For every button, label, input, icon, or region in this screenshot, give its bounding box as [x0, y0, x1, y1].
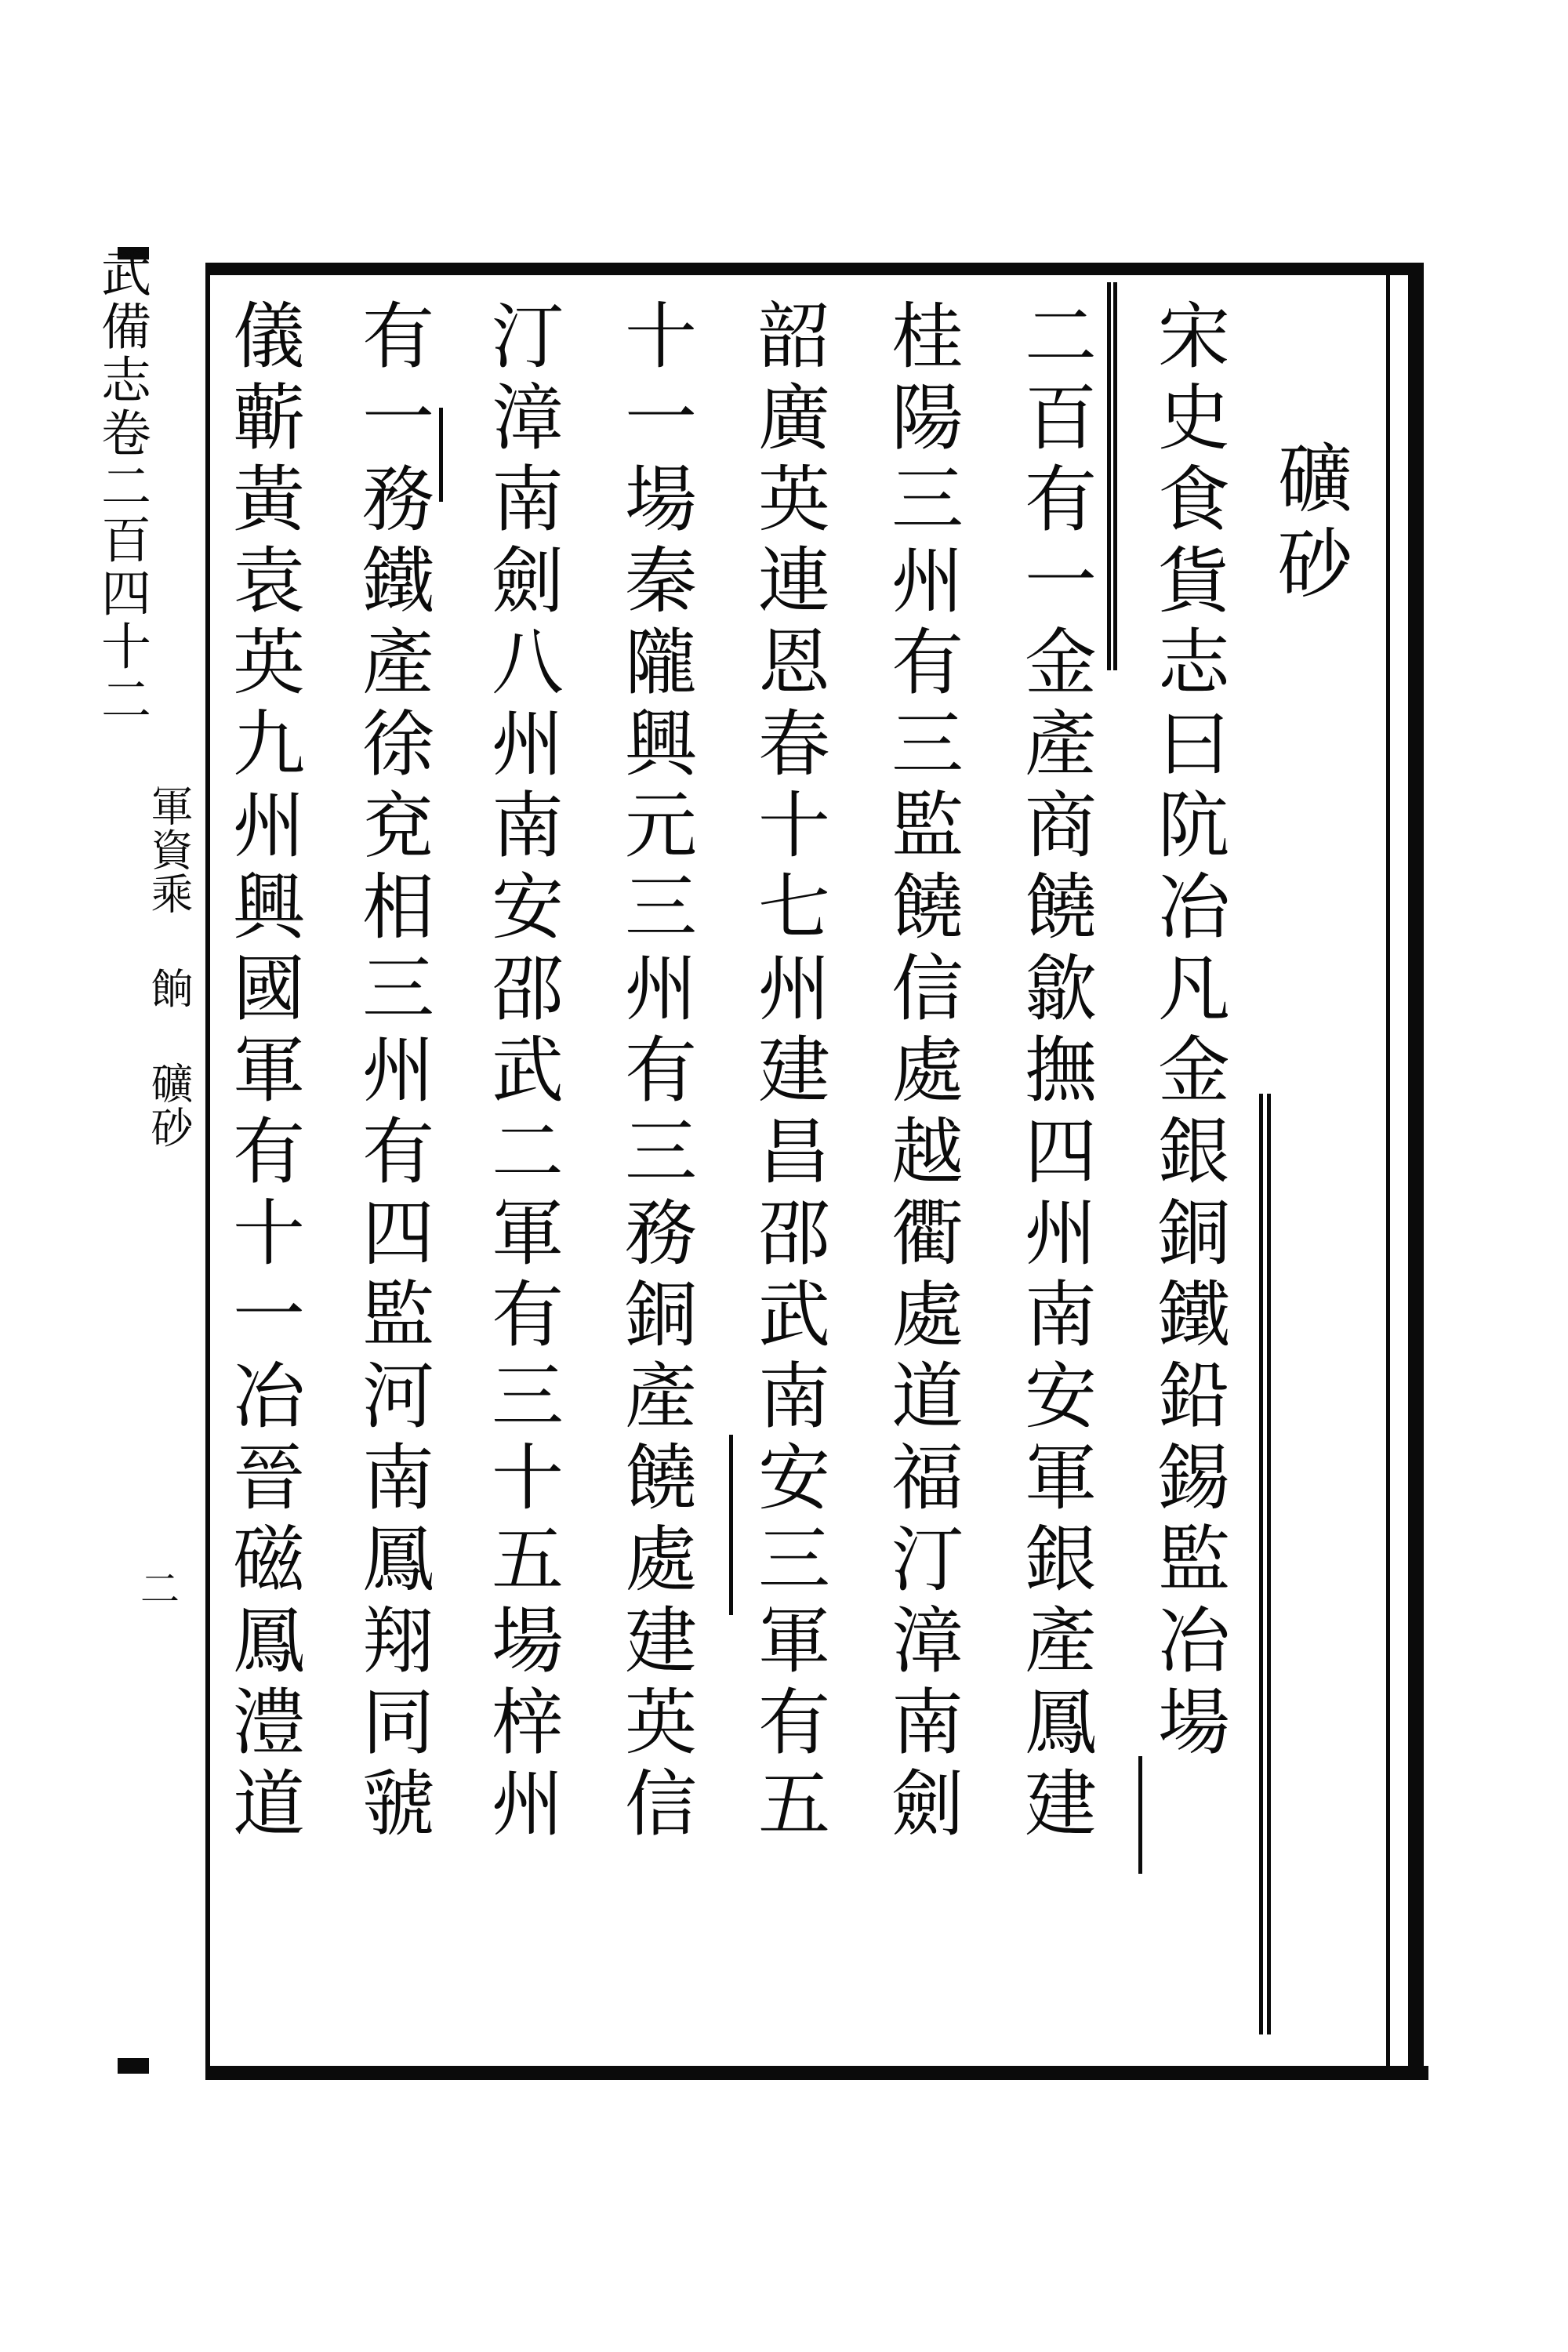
name-mark-rule: [1113, 282, 1117, 670]
text-column-4: 韶廣英連恩春十七州建昌邵武南安三軍有五: [746, 298, 830, 1847]
frame-right-inner-rule: [1386, 275, 1390, 2066]
text-column-2: 二百有一金產商饒歙撫四州南安軍銀產鳳建: [1013, 298, 1097, 1847]
text-column-5: 十一場秦隴興元三州有三務銅產饒處建英信: [613, 298, 697, 1847]
text-column-3: 桂陽三州有三監饒信處越衢處道福汀漳南劍: [880, 298, 964, 1847]
margin-book-title: 武備志卷二百四十二: [93, 247, 151, 727]
name-mark-rule: [1138, 1756, 1142, 1874]
margin-page-number: 二: [134, 1568, 180, 1607]
margin-section-title: 軍資乘 餉 礦砂: [144, 784, 194, 1149]
name-mark-rule: [729, 1435, 733, 1615]
text-column-6: 汀漳南劍八州南安邵武二軍有三十五場梓州: [480, 298, 564, 1847]
fishtail-mark-bottom: [118, 2058, 149, 2074]
text-column-8: 儀蘄黃袁英九州興國軍有十一冶晉磁鳳澧道: [221, 298, 305, 1847]
name-mark-rule: [439, 408, 443, 502]
name-mark-rule: [1259, 1094, 1263, 2034]
name-mark-rule: [1107, 282, 1111, 670]
name-mark-rule: [1267, 1094, 1271, 2034]
section-heading: 礦砂: [1265, 439, 1353, 608]
text-column-7: 有一務鐵產徐兗相三州有四監河南鳳翔同虢: [350, 298, 434, 1847]
frame-bottom-rule: [205, 2066, 1428, 2080]
frame-left-rule: [205, 263, 210, 2080]
text-column-1: 宋史食貨志曰阬冶凡金銀銅鐵鉛錫監冶場: [1146, 298, 1230, 1766]
frame-top-rule: [205, 263, 1421, 275]
frame-right-rule: [1408, 263, 1424, 2080]
